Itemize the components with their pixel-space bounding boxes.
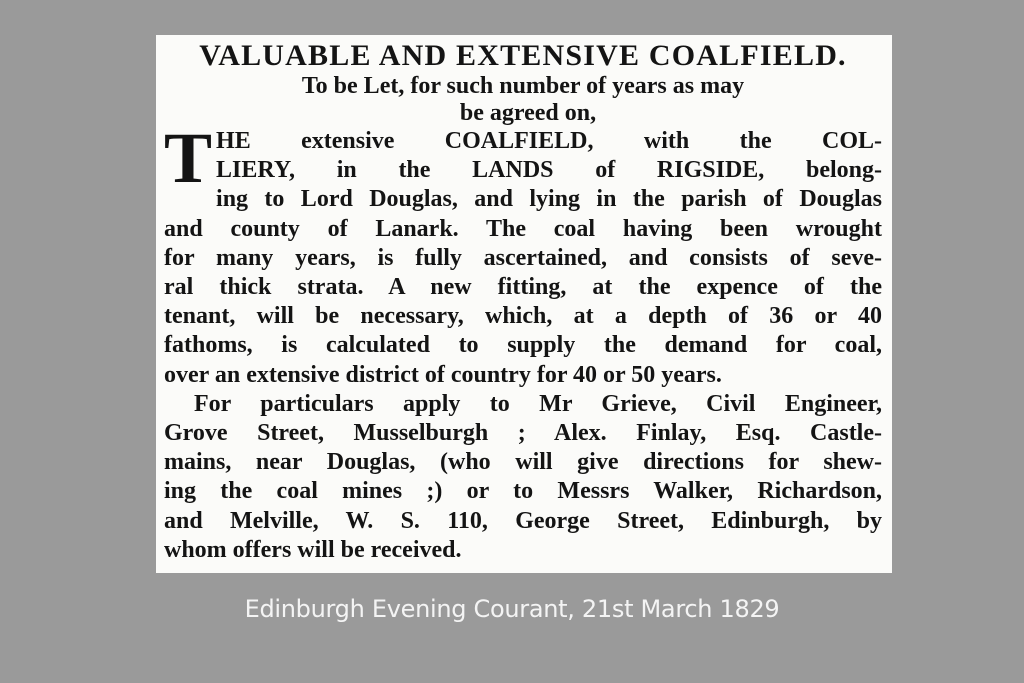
paragraph-line: fathoms, is calculated to supply the demand for coal, (164, 332, 882, 359)
paragraph-line: and Melville, W. S. 110, George Street, Edinburgh, by (164, 507, 882, 534)
paragraph-line: ral thick strata. A new fitting, at the expence of the (164, 274, 882, 301)
paragraph-line: LIERY, in the LANDS of RIGSIDE, belong- (216, 157, 882, 184)
clipping-subheading-line-1: To be Let, for such number of years as may (301, 73, 745, 99)
paragraph-line: Grove Street, Musselburgh ; Alex. Finlay, Esq. Castle- (164, 420, 882, 447)
paragraph-line: HE extensive COALFIELD, with the COL- (216, 128, 882, 154)
paragraph-line: whom offers will be received. (164, 536, 462, 563)
image-caption: Edinburgh Evening Courant, 21st March 1829 (244, 595, 780, 623)
clipping-paragraph-1 (164, 118, 882, 390)
paragraph-line: ing to Lord Douglas, and lying in the parish of Douglas (216, 186, 882, 213)
paragraph-line: tenant, will be necessary, which, at a depth of 36 or 40 (164, 303, 882, 330)
paragraph-line: mains, near Douglas, (who will give directions for shew- (164, 449, 882, 476)
clipping-headline: VALUABLE AND EXTENSIVE COALFIELD. (199, 39, 847, 72)
drop-cap: T (164, 118, 213, 198)
newspaper-clipping (156, 35, 892, 573)
paragraph-line: and county of Lanark. The coal having been wrought (164, 215, 882, 242)
clipping-paragraph-2 (164, 390, 882, 565)
paragraph-line: over an extensive district of country for 40 or 50 years. (164, 361, 722, 388)
paragraph-line: for many years, is fully ascertained, and consists of seve- (164, 244, 882, 271)
clipping-subheading-line-2: be agreed on, (459, 100, 597, 126)
paragraph-line: For particulars apply to Mr Grieve, Civil Engineer, (194, 390, 882, 417)
paragraph-line: ing the coal mines ;) or to Messrs Walker, Richardson, (164, 478, 882, 505)
